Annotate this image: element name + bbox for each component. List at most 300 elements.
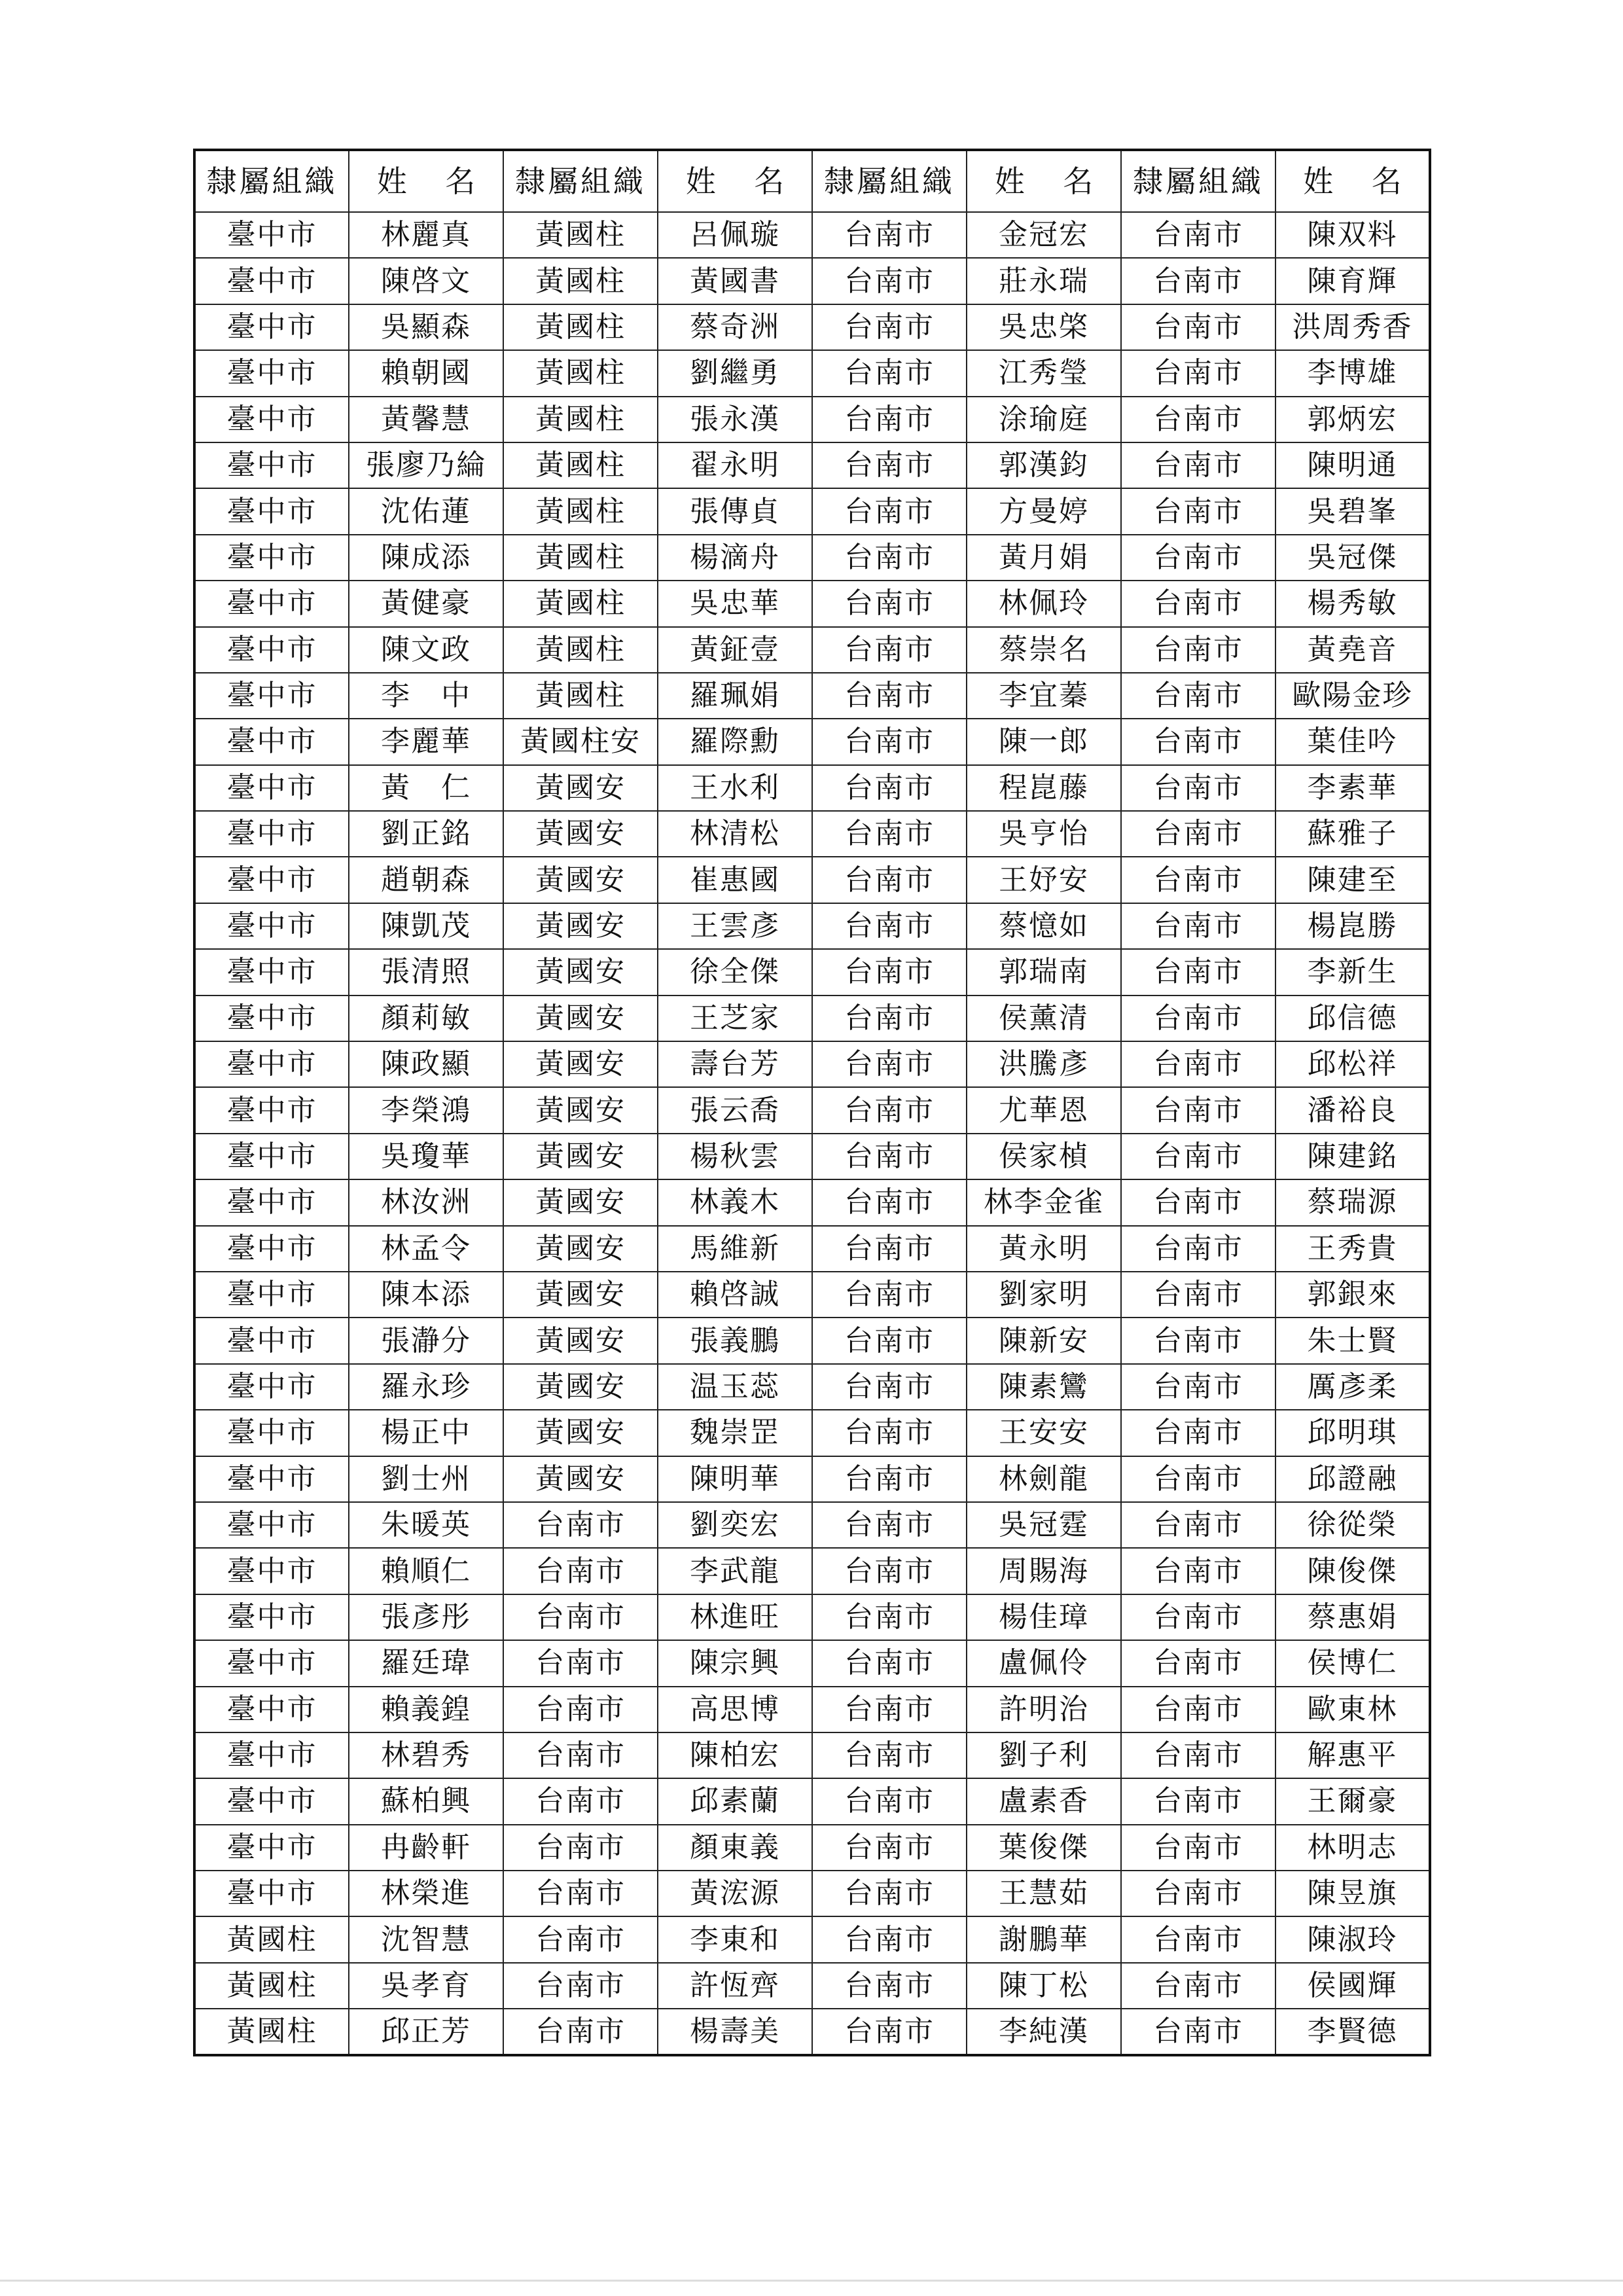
org-cell: 臺中市 (194, 1318, 349, 1363)
org-cell: 黃國柱 (503, 397, 658, 442)
org-cell: 台南市 (1121, 627, 1275, 673)
org-cell: 台南市 (812, 1364, 967, 1410)
table-row (194, 1318, 1430, 1363)
org-cell: 台南市 (503, 1548, 658, 1594)
org-cell: 臺中市 (194, 212, 349, 258)
name-cell: 劉家明 (967, 1272, 1121, 1318)
org-cell: 台南市 (812, 1825, 967, 1871)
name-cell: 楊滴舟 (658, 535, 812, 581)
org-cell: 台南市 (503, 1778, 658, 1824)
name-cell: 高思博 (658, 1687, 812, 1732)
org-cell: 台南市 (812, 212, 967, 258)
org-cell: 黃國柱 (503, 350, 658, 396)
name-cell: 馬維新 (658, 1226, 812, 1272)
name-cell: 黃永明 (967, 1226, 1121, 1272)
name-cell: 洪周秀香 (1275, 304, 1430, 350)
org-cell: 台南市 (503, 1687, 658, 1732)
name-cell: 徐從榮 (1275, 1502, 1430, 1548)
name-cell: 吳冠傑 (1275, 535, 1430, 581)
org-cell: 台南市 (503, 1640, 658, 1686)
org-cell: 黃國柱 (503, 442, 658, 488)
member-roster-table (193, 149, 1431, 2056)
org-cell: 黃國安 (503, 1179, 658, 1225)
name-cell: 侯薰清 (967, 996, 1121, 1041)
org-cell: 台南市 (1121, 488, 1275, 534)
name-cell: 朱士賢 (1275, 1318, 1430, 1363)
table-row (194, 1502, 1430, 1548)
org-cell: 台南市 (1121, 996, 1275, 1041)
name-cell: 陳丁松 (967, 1963, 1121, 2009)
org-cell: 台南市 (1121, 1687, 1275, 1732)
org-cell: 臺中市 (194, 1364, 349, 1410)
org-cell: 台南市 (812, 442, 967, 488)
org-cell: 台南市 (1121, 350, 1275, 396)
org-cell: 臺中市 (194, 996, 349, 1041)
org-cell: 黃國安 (503, 903, 658, 949)
name-cell: 邱素蘭 (658, 1778, 812, 1824)
name-cell: 吳亨怡 (967, 811, 1121, 857)
org-cell: 黃國安 (503, 1134, 658, 1179)
name-cell: 葉佳吟 (1275, 719, 1430, 764)
org-cell: 台南市 (1121, 1226, 1275, 1272)
org-cell: 台南市 (812, 1087, 967, 1133)
org-cell: 台南市 (1121, 1087, 1275, 1133)
org-cell: 台南市 (1121, 1502, 1275, 1548)
org-cell: 黃國柱 (503, 673, 658, 719)
name-cell: 林進旺 (658, 1594, 812, 1640)
name-cell: 冉齡軒 (349, 1825, 503, 1871)
table-row (194, 1364, 1430, 1410)
name-cell: 張云喬 (658, 1087, 812, 1133)
name-cell: 黃馨慧 (349, 397, 503, 442)
org-cell: 台南市 (812, 1916, 967, 1962)
table-row (194, 350, 1430, 396)
name-cell: 張傳貞 (658, 488, 812, 534)
org-cell: 黃國柱安 (503, 719, 658, 764)
org-cell: 台南市 (812, 1502, 967, 1548)
table-row (194, 304, 1430, 350)
name-cell: 林明志 (1275, 1825, 1430, 1871)
table-row (194, 673, 1430, 719)
name-cell: 陳素鸞 (967, 1364, 1121, 1410)
org-cell: 臺中市 (194, 1825, 349, 1871)
org-cell: 台南市 (812, 765, 967, 811)
org-cell: 臺中市 (194, 719, 349, 764)
org-cell: 台南市 (1121, 1456, 1275, 1502)
org-cell: 黃國柱 (503, 258, 658, 304)
name-cell: 蔡瑞源 (1275, 1179, 1430, 1225)
table-row (194, 1134, 1430, 1179)
org-cell: 台南市 (812, 1732, 967, 1778)
org-cell: 臺中市 (194, 949, 349, 995)
name-cell: 郭漢鈞 (967, 442, 1121, 488)
table-header-row (194, 150, 1430, 212)
org-cell: 台南市 (1121, 1364, 1275, 1410)
name-cell: 羅際勳 (658, 719, 812, 764)
org-cell: 台南市 (812, 1963, 967, 2009)
org-cell: 台南市 (503, 1963, 658, 2009)
name-cell: 林義木 (658, 1179, 812, 1225)
name-cell: 林清松 (658, 811, 812, 857)
name-cell: 黃浤源 (658, 1871, 812, 1916)
table-row (194, 1410, 1430, 1456)
name-cell: 翟永明 (658, 442, 812, 488)
name-cell: 林汝洲 (349, 1179, 503, 1225)
org-cell: 台南市 (1121, 581, 1275, 626)
org-cell: 台南市 (812, 1640, 967, 1686)
name-cell: 吳忠華 (658, 581, 812, 626)
org-cell: 台南市 (1121, 1916, 1275, 1962)
name-cell: 蔡憶如 (967, 903, 1121, 949)
table-row (194, 488, 1430, 534)
name-cell: 林李金雀 (967, 1179, 1121, 1225)
org-cell: 臺中市 (194, 1778, 349, 1824)
table-row (194, 1732, 1430, 1778)
name-cell: 趙朝森 (349, 857, 503, 903)
org-cell: 黃國柱 (503, 304, 658, 350)
org-cell: 台南市 (812, 397, 967, 442)
name-cell: 陳淑玲 (1275, 1916, 1430, 1962)
name-cell: 王水利 (658, 765, 812, 811)
table-row (194, 1179, 1430, 1225)
table-row (194, 1594, 1430, 1640)
org-cell: 台南市 (812, 1456, 967, 1502)
org-cell: 台南市 (812, 535, 967, 581)
name-cell: 邱松祥 (1275, 1041, 1430, 1087)
org-cell: 台南市 (1121, 1272, 1275, 1318)
name-cell: 李麗華 (349, 719, 503, 764)
name-cell: 郭炳宏 (1275, 397, 1430, 442)
name-cell: 林麗真 (349, 212, 503, 258)
org-cell: 臺中市 (194, 1871, 349, 1916)
org-column-header: 隸屬組織 (812, 150, 967, 212)
name-column-header: 姓 名 (349, 150, 503, 212)
table-row (194, 212, 1430, 258)
org-cell: 台南市 (812, 258, 967, 304)
table-row (194, 1825, 1430, 1871)
org-cell: 黃國柱 (194, 1963, 349, 2009)
table-row (194, 1778, 1430, 1824)
org-cell: 台南市 (812, 488, 967, 534)
org-cell: 台南市 (1121, 212, 1275, 258)
org-cell: 黃國安 (503, 1318, 658, 1363)
name-cell: 張清照 (349, 949, 503, 995)
name-cell: 王雲彥 (658, 903, 812, 949)
org-cell: 台南市 (812, 581, 967, 626)
name-cell: 侯博仁 (1275, 1640, 1430, 1686)
org-cell: 黃國安 (503, 949, 658, 995)
name-cell: 徐全傑 (658, 949, 812, 995)
name-cell: 黃月娟 (967, 535, 1121, 581)
name-cell: 謝鵬華 (967, 1916, 1121, 1962)
name-cell: 王安安 (967, 1410, 1121, 1456)
org-cell: 黃國柱 (503, 212, 658, 258)
org-cell: 台南市 (1121, 1871, 1275, 1916)
name-cell: 陳新安 (967, 1318, 1121, 1363)
table-row (194, 258, 1430, 304)
name-cell: 歐東林 (1275, 1687, 1430, 1732)
name-cell: 張彥彤 (349, 1594, 503, 1640)
org-cell: 台南市 (812, 627, 967, 673)
name-cell: 林劍龍 (967, 1456, 1121, 1502)
table-row (194, 1226, 1430, 1272)
name-cell: 楊佳璋 (967, 1594, 1121, 1640)
org-cell: 台南市 (812, 857, 967, 903)
org-cell: 臺中市 (194, 397, 349, 442)
name-cell: 陳本添 (349, 1272, 503, 1318)
name-cell: 林佩玲 (967, 581, 1121, 626)
org-cell: 臺中市 (194, 304, 349, 350)
name-cell: 劉繼勇 (658, 350, 812, 396)
org-cell: 臺中市 (194, 442, 349, 488)
table-row (194, 1687, 1430, 1732)
org-column-header: 隸屬組織 (1121, 150, 1275, 212)
name-cell: 劉士州 (349, 1456, 503, 1502)
name-cell: 吳顯森 (349, 304, 503, 350)
name-cell: 朱暖英 (349, 1502, 503, 1548)
org-cell: 臺中市 (194, 903, 349, 949)
org-cell: 黃國安 (503, 857, 658, 903)
table-row (194, 1041, 1430, 1087)
table-row (194, 996, 1430, 1041)
name-cell: 劉奕宏 (658, 1502, 812, 1548)
org-cell: 台南市 (1121, 903, 1275, 949)
org-cell: 臺中市 (194, 488, 349, 534)
org-cell: 黃國安 (503, 765, 658, 811)
name-cell: 李賢德 (1275, 2009, 1430, 2055)
name-cell: 李素華 (1275, 765, 1430, 811)
name-cell: 潘裕良 (1275, 1087, 1430, 1133)
org-cell: 台南市 (812, 1041, 967, 1087)
name-cell: 陳成添 (349, 535, 503, 581)
name-cell: 洪騰彥 (967, 1041, 1121, 1087)
name-cell: 李新生 (1275, 949, 1430, 995)
name-cell: 陳一郎 (967, 719, 1121, 764)
table-row (194, 719, 1430, 764)
org-cell: 台南市 (812, 1179, 967, 1225)
name-cell: 黃健豪 (349, 581, 503, 626)
table-row (194, 1548, 1430, 1594)
name-cell: 李 中 (349, 673, 503, 719)
org-cell: 黃國柱 (503, 535, 658, 581)
org-cell: 臺中市 (194, 1179, 349, 1225)
name-cell: 賴朝國 (349, 350, 503, 396)
org-cell: 台南市 (503, 1871, 658, 1916)
org-cell: 臺中市 (194, 627, 349, 673)
table-row (194, 627, 1430, 673)
org-cell: 臺中市 (194, 1456, 349, 1502)
name-cell: 涂瑜庭 (967, 397, 1121, 442)
name-cell: 陳政顯 (349, 1041, 503, 1087)
org-cell: 台南市 (812, 673, 967, 719)
org-cell: 臺中市 (194, 535, 349, 581)
name-cell: 郭銀來 (1275, 1272, 1430, 1318)
name-cell: 歐陽金珍 (1275, 673, 1430, 719)
name-cell: 蘇柏興 (349, 1778, 503, 1824)
org-cell: 台南市 (812, 719, 967, 764)
org-cell: 台南市 (1121, 1778, 1275, 1824)
name-cell: 李宜蓁 (967, 673, 1121, 719)
name-cell: 陳啓文 (349, 258, 503, 304)
table-row (194, 1640, 1430, 1686)
name-cell: 王芝家 (658, 996, 812, 1041)
name-cell: 蔡惠娟 (1275, 1594, 1430, 1640)
name-cell: 楊正中 (349, 1410, 503, 1456)
name-cell: 林榮進 (349, 1871, 503, 1916)
org-cell: 台南市 (503, 1916, 658, 1962)
name-cell: 厲彥柔 (1275, 1364, 1430, 1410)
name-cell: 李東和 (658, 1916, 812, 1962)
table-row (194, 1087, 1430, 1133)
name-cell: 楊崑勝 (1275, 903, 1430, 949)
name-cell: 張廖乃綸 (349, 442, 503, 488)
name-cell: 陳宗興 (658, 1640, 812, 1686)
org-cell: 台南市 (812, 949, 967, 995)
name-cell: 林孟令 (349, 1226, 503, 1272)
name-cell: 許明治 (967, 1687, 1121, 1732)
name-cell: 沈佑蓮 (349, 488, 503, 534)
name-cell: 李武龍 (658, 1548, 812, 1594)
org-cell: 臺中市 (194, 258, 349, 304)
name-cell: 李榮鴻 (349, 1087, 503, 1133)
name-cell: 吳孝育 (349, 1963, 503, 2009)
org-cell: 臺中市 (194, 673, 349, 719)
org-cell: 黃國安 (503, 996, 658, 1041)
org-cell: 臺中市 (194, 1226, 349, 1272)
org-cell: 台南市 (1121, 1179, 1275, 1225)
table-row (194, 857, 1430, 903)
name-cell: 邱正芳 (349, 2009, 503, 2055)
org-cell: 台南市 (1121, 2009, 1275, 2055)
name-cell: 崔惠國 (658, 857, 812, 903)
name-cell: 蔡崇名 (967, 627, 1121, 673)
name-column-header: 姓 名 (1275, 150, 1430, 212)
name-cell: 顏莉敏 (349, 996, 503, 1041)
name-cell: 尤華恩 (967, 1087, 1121, 1133)
name-cell: 邱明琪 (1275, 1410, 1430, 1456)
name-cell: 侯國輝 (1275, 1963, 1430, 2009)
name-column-header: 姓 名 (967, 150, 1121, 212)
name-cell: 黃 仁 (349, 765, 503, 811)
org-cell: 黃國柱 (503, 581, 658, 626)
org-cell: 台南市 (812, 1318, 967, 1363)
org-cell: 黃國柱 (503, 627, 658, 673)
name-cell: 吳碧峯 (1275, 488, 1430, 534)
name-cell: 王慧茹 (967, 1871, 1121, 1916)
name-cell: 沈智慧 (349, 1916, 503, 1962)
name-cell: 王妤安 (967, 857, 1121, 903)
name-cell: 侯家楨 (967, 1134, 1121, 1179)
org-cell: 台南市 (503, 1825, 658, 1871)
name-cell: 陳明通 (1275, 442, 1430, 488)
name-cell: 莊永瑞 (967, 258, 1121, 304)
org-cell: 台南市 (1121, 258, 1275, 304)
name-cell: 陳育輝 (1275, 258, 1430, 304)
org-cell: 台南市 (1121, 1640, 1275, 1686)
name-cell: 顏東義 (658, 1825, 812, 1871)
name-cell: 呂佩璇 (658, 212, 812, 258)
name-cell: 李純漢 (967, 2009, 1121, 2055)
org-cell: 臺中市 (194, 350, 349, 396)
org-cell: 台南市 (1121, 1825, 1275, 1871)
table-row (194, 1871, 1430, 1916)
name-cell: 陳明華 (658, 1456, 812, 1502)
org-cell: 臺中市 (194, 1732, 349, 1778)
name-cell: 温玉蕊 (658, 1364, 812, 1410)
name-cell: 陳建銘 (1275, 1134, 1430, 1179)
name-cell: 周賜海 (967, 1548, 1121, 1594)
org-cell: 黃國柱 (194, 1916, 349, 1962)
org-cell: 臺中市 (194, 1041, 349, 1087)
org-cell: 台南市 (1121, 304, 1275, 350)
table-row (194, 811, 1430, 857)
name-cell: 蘇雅子 (1275, 811, 1430, 857)
org-cell: 台南市 (812, 304, 967, 350)
name-cell: 陳建至 (1275, 857, 1430, 903)
name-cell: 林碧秀 (349, 1732, 503, 1778)
name-cell: 陳俊傑 (1275, 1548, 1430, 1594)
name-cell: 蔡奇洲 (658, 304, 812, 350)
org-cell: 台南市 (812, 2009, 967, 2055)
name-cell: 羅廷瑋 (349, 1640, 503, 1686)
org-cell: 台南市 (503, 1594, 658, 1640)
scan-edge-line (0, 2280, 1623, 2282)
org-cell: 台南市 (1121, 1548, 1275, 1594)
name-cell: 王爾豪 (1275, 1778, 1430, 1824)
name-cell: 劉正銘 (349, 811, 503, 857)
org-cell: 黃國安 (503, 811, 658, 857)
org-cell: 黃國安 (503, 1272, 658, 1318)
name-cell: 吳忠棨 (967, 304, 1121, 350)
name-cell: 李博雄 (1275, 350, 1430, 396)
org-cell: 台南市 (812, 350, 967, 396)
org-cell: 台南市 (1121, 1594, 1275, 1640)
name-cell: 吳冠霆 (967, 1502, 1121, 1548)
org-cell: 臺中市 (194, 1410, 349, 1456)
org-cell: 台南市 (812, 1410, 967, 1456)
org-cell: 黃國安 (503, 1456, 658, 1502)
name-cell: 王秀貴 (1275, 1226, 1430, 1272)
org-cell: 台南市 (1121, 1732, 1275, 1778)
org-cell: 台南市 (812, 1594, 967, 1640)
name-cell: 解惠平 (1275, 1732, 1430, 1778)
table-row (194, 1272, 1430, 1318)
org-cell: 台南市 (812, 996, 967, 1041)
name-cell: 劉子利 (967, 1732, 1121, 1778)
name-cell: 賴啓誠 (658, 1272, 812, 1318)
name-cell: 張義鵬 (658, 1318, 812, 1363)
name-cell: 楊壽美 (658, 2009, 812, 2055)
name-column-header: 姓 名 (658, 150, 812, 212)
table-row (194, 442, 1430, 488)
org-cell: 臺中市 (194, 1087, 349, 1133)
name-cell: 壽台芳 (658, 1041, 812, 1087)
org-cell: 台南市 (812, 1226, 967, 1272)
org-cell: 台南市 (812, 903, 967, 949)
org-cell: 台南市 (503, 1732, 658, 1778)
org-cell: 台南市 (812, 1778, 967, 1824)
name-cell: 魏崇罡 (658, 1410, 812, 1456)
name-cell: 楊秀敏 (1275, 581, 1430, 626)
org-cell: 黃國安 (503, 1410, 658, 1456)
org-cell: 台南市 (1121, 1318, 1275, 1363)
table-row (194, 1963, 1430, 2009)
org-cell: 臺中市 (194, 1548, 349, 1594)
org-cell: 黃國安 (503, 1041, 658, 1087)
org-cell: 台南市 (812, 1548, 967, 1594)
name-cell: 許恆齊 (658, 1963, 812, 2009)
org-cell: 臺中市 (194, 811, 349, 857)
